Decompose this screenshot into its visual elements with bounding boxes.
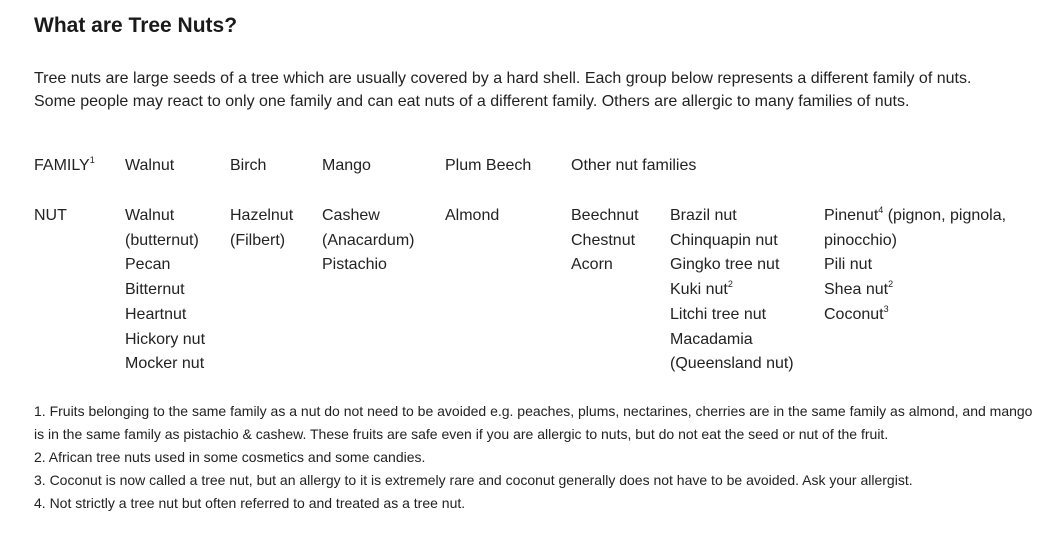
nut-item: Pistachio	[322, 256, 387, 274]
nut-item: Acorn	[571, 256, 613, 274]
family-plum-beech: Plum Beech	[445, 157, 532, 174]
nut-item: Shea nut$^2$	[824, 279, 894, 299]
nut-item: Walnut	[125, 207, 175, 224]
nut-item: Hazelnut	[230, 207, 294, 224]
nut-item: Hickory nut	[125, 330, 206, 348]
nut-item: (butternut)	[125, 231, 199, 249]
nut-item: Gingko tree nut	[670, 256, 780, 274]
footnote-ref-1: 1	[89, 155, 95, 165]
nut-item: Pili nut	[824, 256, 873, 274]
nut-item: Macadamia	[670, 330, 753, 348]
footnote-1: 1. Fruits belonging to the same family as a nut do not need to be avoided e.g. peaches, plums, nectarines, cherries are in the same family as almond, and mango is in the same family as pistachio & cashew. These fruits are safe even if you are allergic to nuts, but do not eat the seed or nut of the fruit.	[34, 403, 1033, 442]
family-mango: Mango	[322, 157, 371, 174]
nut-item: (Queensland nut)	[670, 355, 794, 373]
footnotes	[34, 400, 1034, 515]
nut-list-other-c	[824, 204, 1006, 328]
nut-item: Chestnut	[571, 231, 636, 249]
nut-item: pinocchio)	[824, 231, 897, 249]
nut-list-mango	[322, 204, 414, 278]
footnote-3: 3. Coconut is now called a tree nut, but an allergy to it is extremely rare and coconut generally does not have to be avoided. Ask your allergist.	[34, 472, 913, 488]
nut-item: Bitternut	[125, 281, 185, 299]
family-other: Other nut families	[571, 157, 697, 174]
intro-text	[34, 67, 994, 113]
footnote-ref-4: 4	[878, 205, 884, 215]
nut-list-birch	[230, 204, 293, 253]
nut-item: Brazil nut	[670, 207, 737, 224]
nut-list-plum-beech	[445, 204, 499, 229]
nut-list-other-a	[571, 204, 639, 278]
intro-paragraph-1: Tree nuts are large seeds of a tree which are usually covered by a hard shell. Each group below represents a different family of nuts.	[34, 70, 972, 87]
footnote-4: 4. Not strictly a tree nut but often referred to and treated as a tree nut.	[34, 495, 466, 511]
nut-item: Pinenut$^4$ (pignon, pignola,	[824, 205, 1007, 224]
nut-item: Kuki nut$^2$	[670, 279, 733, 299]
footnote-ref-3: 3	[883, 303, 889, 314]
nut-list-walnut	[125, 204, 205, 377]
nut-item: Beechnut	[571, 207, 639, 224]
nut-item: (Anacardum)	[322, 231, 415, 249]
nut-list-other-b	[670, 204, 794, 377]
footnote-ref-2: 2	[888, 279, 894, 290]
nut-item: Heartnut	[125, 305, 187, 323]
family-row-label: FAMILY$^1$	[34, 155, 95, 174]
nut-item: (Filbert)	[230, 231, 286, 249]
page-title: What are Tree Nuts?	[34, 14, 238, 37]
family-birch: Birch	[230, 157, 267, 174]
nut-item: Pecan	[125, 256, 171, 274]
nut-item: Coconut$^3$	[824, 303, 889, 323]
nut-item: Almond	[445, 207, 500, 224]
nut-item: Mocker nut	[125, 355, 205, 373]
footnote-2: 2. African tree nuts used in some cosmetics and some candies.	[34, 449, 426, 465]
nut-item: Cashew	[322, 207, 380, 224]
family-walnut: Walnut	[125, 157, 175, 174]
footnote-ref-2: 2	[727, 279, 733, 290]
nut-item: Litchi tree nut	[670, 305, 767, 323]
nut-row-label: NUT	[34, 207, 67, 224]
nut-item: Chinquapin nut	[670, 231, 778, 249]
intro-paragraph-2: Some people may react to only one family and can eat nuts of a different family. Others are allergic to many families of nuts.	[34, 93, 910, 110]
